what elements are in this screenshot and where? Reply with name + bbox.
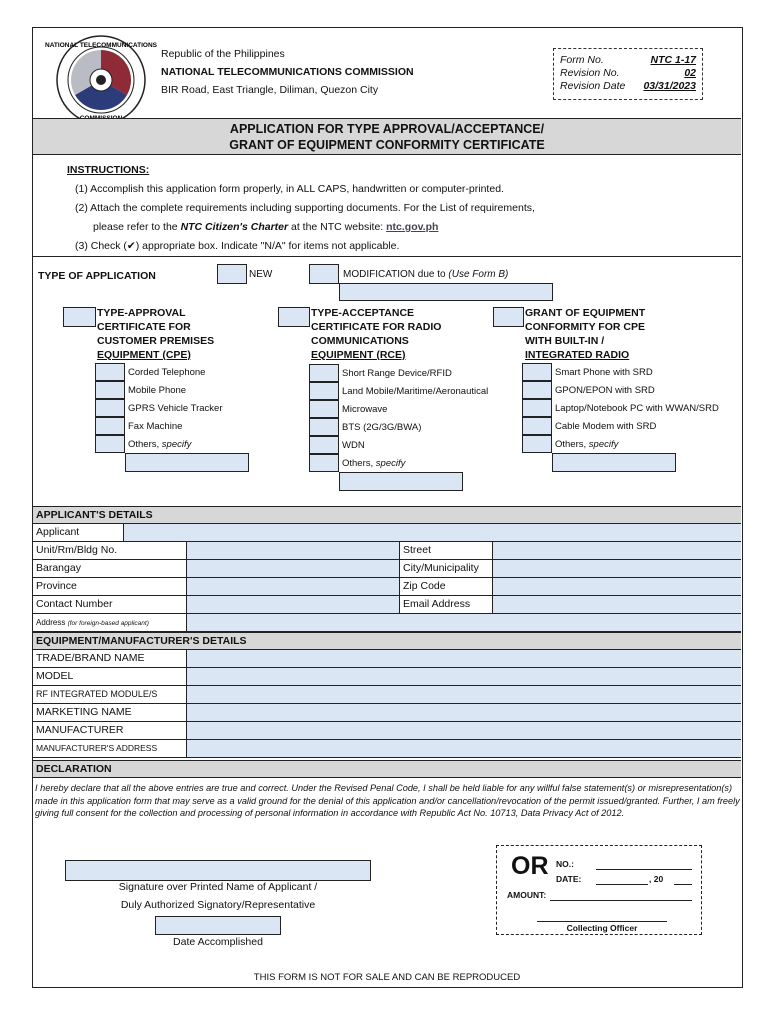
cpe-others-label (128, 439, 191, 450)
collecting-officer-line (537, 921, 667, 922)
cpe-radio-opt-checkbox[interactable] (522, 417, 552, 435)
cpe-others-input[interactable] (125, 453, 249, 472)
cpe-radio-opt-checkbox[interactable] (522, 399, 552, 417)
cpe-opt-checkbox[interactable] (95, 435, 125, 453)
modification-note: (Use Form B) (448, 269, 509, 280)
cpe-radio-opt-checkbox[interactable] (522, 363, 552, 381)
cpe-radio-opt-label: Cable Modem with SRD (555, 421, 657, 432)
unit-label: Unit/Rm/Bldg No. (36, 544, 118, 556)
agency-name: NATIONAL TELECOMMUNICATIONS COMMISSION (161, 66, 414, 78)
trade-brand-input[interactable] (186, 650, 741, 667)
or-no-line (596, 869, 692, 870)
rce-category-checkbox[interactable] (278, 307, 310, 327)
equipment-row (33, 740, 741, 758)
street-label: Street (399, 542, 492, 559)
unit-input[interactable] (186, 542, 399, 559)
modification-text: MODIFICATION due to (343, 269, 449, 280)
city-input[interactable] (492, 560, 741, 577)
seal-text-top: NATIONAL TELECOMMUNICATIONS (45, 42, 157, 49)
applicant-label: Applicant (36, 526, 80, 538)
cpe-opt-checkbox[interactable] (95, 381, 125, 399)
instruction-2b-pre: please refer to the (93, 221, 181, 233)
rce-title-2: CERTIFICATE FOR RADIO (311, 321, 442, 333)
street-input[interactable] (492, 542, 741, 559)
cpe-opt-label: Mobile Phone (128, 385, 187, 396)
equipment-row (33, 650, 741, 668)
rce-title-4: EQUIPMENT (RCE) (311, 349, 406, 361)
rce-opt-label: WDN (342, 440, 365, 451)
instruction-1: (1) Accomplish this application form properly, in ALL CAPS, handwritten or computer-printed. (75, 183, 504, 195)
rce-opt-checkbox[interactable] (309, 382, 339, 400)
cpe-category-checkbox[interactable] (63, 307, 96, 327)
cpe-radio-opt-label: Smart Phone with SRD (555, 367, 653, 378)
manufacturer-label: MANUFACTURER (36, 724, 124, 736)
marketing-name-input[interactable] (186, 704, 741, 721)
rce-opt-checkbox[interactable] (309, 400, 339, 418)
rce-opt-checkbox[interactable] (309, 436, 339, 454)
marketing-name-label: MARKETING NAME (36, 706, 132, 718)
province-zip-row (33, 578, 741, 596)
date-accomplished-label: Date Accomplished (173, 936, 263, 948)
type-of-application-label: TYPE OF APPLICATION (38, 270, 156, 282)
foreign-address-label (33, 614, 186, 631)
new-checkbox[interactable] (217, 264, 247, 284)
equipment-row (33, 722, 741, 740)
rce-others-specify: specify (375, 458, 406, 469)
trade-brand-label: TRADE/BRAND NAME (36, 652, 145, 664)
cpe-radio-opt-label: GPON/EPON with SRD (555, 385, 655, 396)
form-no-value: NTC 1-17 (650, 54, 696, 66)
province-input[interactable] (186, 578, 399, 595)
cpe-radio-others-specify: specify (588, 439, 619, 450)
signature-input[interactable] (65, 860, 371, 881)
cpe-radio-opt-label: Laptop/Notebook PC with WWAN/SRD (555, 403, 719, 414)
applicant-row (33, 524, 741, 542)
cpe-radio-others-label (555, 439, 618, 450)
or-date-label: DATE: (556, 874, 582, 884)
unit-street-row (33, 542, 741, 560)
or-year-label: , 20 (649, 874, 664, 884)
rf-module-input[interactable] (186, 686, 741, 703)
rce-opt-label: Land Mobile/Maritime/Aeronautical (342, 386, 489, 397)
modification-label (343, 269, 508, 280)
or-amount-line (550, 900, 692, 901)
cpe-category-title (97, 306, 214, 362)
zip-input[interactable] (492, 578, 741, 595)
instructions (67, 164, 535, 256)
revision-date-label: Revision Date (560, 80, 626, 92)
cpe-opt-checkbox[interactable] (95, 399, 125, 417)
title-line-2: GRANT OF EQUIPMENT CONFORMITY CERTIFICATE (229, 138, 545, 152)
cpe-opt-checkbox[interactable] (95, 417, 125, 435)
official-receipt-box (496, 845, 702, 935)
or-date-line (596, 884, 648, 885)
cpe-radio-opt-checkbox[interactable] (522, 381, 552, 399)
equipment-row (33, 668, 741, 686)
rce-opt-checkbox[interactable] (309, 454, 339, 472)
citizens-charter: NTC Citizen's Charter (180, 221, 289, 233)
equipment-row (33, 704, 741, 722)
rce-opt-checkbox[interactable] (309, 418, 339, 436)
province-label: Province (36, 580, 77, 592)
rf-module-label: RF INTEGRATED MODULE/S (36, 689, 158, 699)
email-label: Email Address (399, 596, 492, 613)
or-amount-label: AMOUNT: (507, 890, 547, 900)
foreign-address-note: (for foreign-based applicant) (67, 620, 149, 627)
city-label: City/Municipality (399, 560, 492, 577)
cpe-radio-category-checkbox[interactable] (493, 307, 524, 327)
foreign-address-input[interactable] (186, 614, 741, 631)
collecting-officer-label: Collecting Officer (566, 923, 638, 933)
or-year-line (674, 884, 692, 885)
cpe-radio-others-input[interactable] (552, 453, 676, 472)
or-no-label: NO.: (556, 859, 574, 869)
rce-others-text: Others, (342, 458, 376, 469)
form-no-label: Form No. (560, 54, 604, 66)
barangay-input[interactable] (186, 560, 399, 577)
manufacturer-input[interactable] (186, 722, 741, 739)
revision-date-value: 03/31/2023 (643, 80, 696, 92)
title-line-1: APPLICATION FOR TYPE APPROVAL/ACCEPTANCE/ (229, 122, 545, 136)
rce-title-3: COMMUNICATIONS (311, 335, 409, 347)
contact-email-row (33, 596, 741, 614)
cpe-radio-title-2: CONFORMITY FOR CPE (525, 321, 645, 333)
republic-label: Republic of the Philippines (161, 48, 285, 60)
email-input[interactable] (492, 596, 741, 613)
signature-caption-2: Duly Authorized Signatory/Representative (120, 899, 316, 911)
equipment-section-header: EQUIPMENT/MANUFACTURER'S DETAILS (33, 632, 741, 650)
cpe-others-text: Others, (128, 439, 162, 450)
cpe-radio-category-title (525, 306, 645, 362)
manufacturer-address-input[interactable] (186, 740, 741, 757)
barangay-label: Barangay (36, 562, 81, 574)
cpe-opt-label: Fax Machine (128, 421, 183, 432)
cpe-title-4: EQUIPMENT (CPE) (97, 349, 191, 361)
date-accomplished-input[interactable] (155, 916, 281, 935)
contact-label: Contact Number (36, 598, 113, 610)
instruction-2b (67, 218, 535, 237)
instruction-2b-mid: at the NTC website: (288, 221, 387, 233)
instruction-3: (3) Check (✔) appropriate box. Indicate "N/A" for items not applicable. (75, 240, 400, 252)
barangay-city-row (33, 560, 741, 578)
cpe-opt-label: Corded Telephone (128, 367, 206, 378)
rce-title-1: TYPE-ACCEPTANCE (311, 307, 415, 319)
signature-caption-1: Signature over Printed Name of Applicant / (118, 881, 318, 893)
equipment-row (33, 686, 741, 704)
rce-opt-label: Short Range Device/RFID (342, 368, 452, 379)
or-label: OR (511, 852, 549, 880)
rce-opt-label: Microwave (342, 404, 388, 415)
cpe-radio-title-4: INTEGRATED RADIO (525, 349, 630, 361)
foreign-address-row (33, 614, 741, 632)
cpe-radio-others-text: Others, (555, 439, 589, 450)
cpe-radio-title-3: WITH BUILT-IN / (525, 335, 605, 347)
rce-opt-label: BTS (2G/3G/BWA) (342, 422, 422, 433)
declaration-section-header: DECLARATION (33, 760, 741, 778)
contact-input[interactable] (186, 596, 399, 613)
divider (33, 256, 741, 257)
declaration-text: I hereby declare that all the above entries are true and correct. Under the Revised Penal Code, I shall be held liable for any willful false statement(s) or misrepresentation(s) made in this application form that may serve as a valid ground for the denial of this application and/or cancellation/revocation of the permit issued/granted. Further, I am freely giving full consent for the collection and processing of personal information in accordance with Republic Act No. 10713, Data Privacy Act of 2012. (35, 783, 740, 818)
ntc-seal-logo (45, 34, 157, 126)
manufacturer-address-label: MANUFACTURER'S ADDRESS (36, 743, 158, 753)
rce-category-title (311, 306, 441, 362)
cpe-opt-label: GPRS Vehicle Tracker (128, 403, 223, 414)
cpe-opt-checkbox[interactable] (95, 363, 125, 381)
form-info-box (553, 48, 703, 100)
agency-address: BIR Road, East Triangle, Diliman, Quezon City (161, 84, 379, 96)
form-page (32, 27, 743, 988)
model-label: MODEL (36, 670, 74, 682)
cpe-others-specify: specify (161, 439, 192, 450)
cpe-title-1: TYPE-APPROVAL (97, 307, 186, 319)
instruction-2: (2) Attach the complete requirements including supporting documents. For the List of requirements, (75, 202, 535, 214)
modification-reason-input[interactable] (339, 283, 553, 301)
cpe-title-3: CUSTOMER PREMISES (97, 335, 215, 347)
cpe-title-2: CERTIFICATE FOR (97, 321, 191, 333)
instructions-heading: INSTRUCTIONS: (67, 164, 150, 176)
applicant-section-header: APPLICANT'S DETAILS (33, 506, 741, 524)
zip-label: Zip Code (399, 578, 492, 595)
revision-no-value: 02 (684, 67, 696, 79)
applicant-input[interactable] (123, 524, 741, 541)
footer-note: THIS FORM IS NOT FOR SALE AND CAN BE REPRODUCED (253, 972, 521, 983)
rce-others-input[interactable] (339, 472, 463, 491)
ntc-website-link[interactable]: ntc.gov.ph (386, 221, 439, 233)
rce-others-label (342, 458, 405, 469)
cpe-radio-title-1: GRANT OF EQUIPMENT (525, 307, 646, 319)
foreign-address-text: Address (36, 618, 68, 627)
rce-opt-checkbox[interactable] (309, 364, 339, 382)
form-title (33, 118, 741, 155)
model-input[interactable] (186, 668, 741, 685)
cpe-radio-opt-checkbox[interactable] (522, 435, 552, 453)
modification-checkbox[interactable] (309, 264, 339, 284)
revision-no-label: Revision No. (560, 67, 620, 79)
new-label: NEW (249, 269, 273, 280)
